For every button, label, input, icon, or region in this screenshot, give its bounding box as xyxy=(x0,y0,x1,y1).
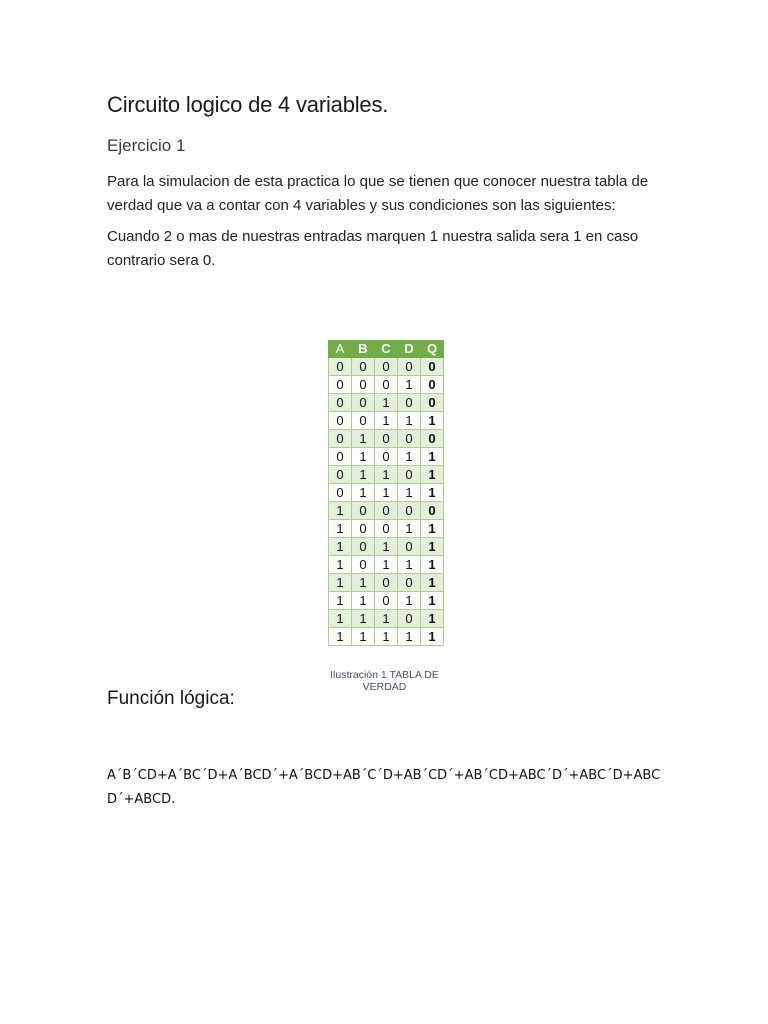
table-cell: 1 xyxy=(398,628,421,646)
table-row xyxy=(329,394,444,412)
table-cell: 0 xyxy=(352,556,375,574)
table-cell: 1 xyxy=(398,376,421,394)
section-title: Función lógica: xyxy=(107,688,235,709)
header-cell-d: D xyxy=(398,341,421,358)
table-cell: 1 xyxy=(352,466,375,484)
table-cell: 1 xyxy=(329,610,352,628)
table-cell: 0 xyxy=(398,538,421,556)
table-cell: 1 xyxy=(375,412,398,430)
table-cell: 1 xyxy=(375,538,398,556)
table-cell: 1 xyxy=(375,466,398,484)
table-row xyxy=(329,466,444,484)
truth-table-body xyxy=(329,358,444,646)
table-cell: 1 xyxy=(421,466,444,484)
table-cell: 0 xyxy=(398,394,421,412)
logic-formula: A´B´CD+A´BC´D+A´BCD´+A´BCD+AB´C´D+AB´CD´+AB´CD+ABC´D´+ABC´D+ABC D´+ABCD. xyxy=(107,768,661,807)
table-cell: 0 xyxy=(421,394,444,412)
table-cell: 1 xyxy=(329,556,352,574)
table-cell: 1 xyxy=(421,484,444,502)
table-cell: 1 xyxy=(329,502,352,520)
intro-paragraph: Para la simulacion de esta practica lo que se tienen que conocer nuestra tabla de verdad que va a contar con 4 variables y sus condiciones son las siguientes: xyxy=(107,173,649,214)
table-row xyxy=(329,628,444,646)
table-cell: 1 xyxy=(421,538,444,556)
table-cell: 0 xyxy=(329,376,352,394)
table-cell: 0 xyxy=(352,394,375,412)
condition-paragraph: Cuando 2 o mas de nuestras entradas marquen 1 nuestra salida sera 1 en caso contrario sera 0. xyxy=(107,228,639,269)
table-cell: 1 xyxy=(352,610,375,628)
table-cell: 0 xyxy=(329,394,352,412)
table-cell: 0 xyxy=(421,502,444,520)
table-cell: 1 xyxy=(375,394,398,412)
table-row xyxy=(329,556,444,574)
header-cell-b: B xyxy=(352,341,375,358)
table-cell: 1 xyxy=(421,556,444,574)
table-cell: 1 xyxy=(352,592,375,610)
table-cell: 0 xyxy=(421,430,444,448)
table-row xyxy=(329,520,444,538)
table-row xyxy=(329,592,444,610)
table-cell: 0 xyxy=(375,502,398,520)
table-cell: 1 xyxy=(352,484,375,502)
table-row xyxy=(329,358,444,376)
truth-table-header-row xyxy=(329,341,444,358)
table-cell: 0 xyxy=(398,502,421,520)
table-cell: 0 xyxy=(375,448,398,466)
header-cell-c: C xyxy=(375,341,398,358)
table-row xyxy=(329,574,444,592)
table-cell: 1 xyxy=(421,448,444,466)
table-cell: 1 xyxy=(375,610,398,628)
exercise-subtitle: Ejercicio 1 xyxy=(107,136,186,155)
table-cell: 0 xyxy=(329,448,352,466)
table-cell: 1 xyxy=(421,610,444,628)
table-cell: 1 xyxy=(398,520,421,538)
table-cell: 1 xyxy=(398,412,421,430)
table-cell: 1 xyxy=(352,628,375,646)
table-cell: 1 xyxy=(329,538,352,556)
table-cell: 0 xyxy=(398,358,421,376)
table-cell: 1 xyxy=(398,592,421,610)
table-cell: 0 xyxy=(352,376,375,394)
table-cell: 1 xyxy=(375,628,398,646)
header-cell-q: Q xyxy=(421,341,444,358)
table-cell: 0 xyxy=(398,466,421,484)
table-row xyxy=(329,448,444,466)
truth-table xyxy=(328,340,444,646)
table-cell: 1 xyxy=(352,574,375,592)
table-cell: 1 xyxy=(352,430,375,448)
table-cell: 0 xyxy=(352,538,375,556)
table-row xyxy=(329,376,444,394)
table-cell: 0 xyxy=(375,592,398,610)
table-cell: 0 xyxy=(329,430,352,448)
table-cell: 0 xyxy=(398,610,421,628)
table-cell: 1 xyxy=(421,628,444,646)
table-cell: 0 xyxy=(398,430,421,448)
table-cell: 1 xyxy=(421,574,444,592)
table-caption: Ilustración 1 TABLA DE VERDAD xyxy=(330,669,439,693)
table-cell: 1 xyxy=(352,448,375,466)
page-title: Circuito logico de 4 variables. xyxy=(107,92,389,117)
table-cell: 0 xyxy=(352,412,375,430)
table-cell: 1 xyxy=(398,448,421,466)
table-cell: 1 xyxy=(398,556,421,574)
table-cell: 1 xyxy=(398,484,421,502)
table-cell: 0 xyxy=(329,466,352,484)
table-cell: 0 xyxy=(352,358,375,376)
table-cell: 0 xyxy=(352,520,375,538)
table-cell: 0 xyxy=(375,430,398,448)
table-cell: 1 xyxy=(421,592,444,610)
table-cell: 0 xyxy=(352,502,375,520)
table-row xyxy=(329,538,444,556)
table-cell: 1 xyxy=(421,412,444,430)
table-cell: 1 xyxy=(329,628,352,646)
table-cell: 0 xyxy=(375,574,398,592)
table-cell: 1 xyxy=(375,556,398,574)
table-cell: 0 xyxy=(329,358,352,376)
table-cell: 1 xyxy=(329,592,352,610)
table-row xyxy=(329,412,444,430)
table-row xyxy=(329,610,444,628)
table-cell: 0 xyxy=(398,574,421,592)
table-row xyxy=(329,484,444,502)
table-cell: 0 xyxy=(329,412,352,430)
header-cell-a: A xyxy=(329,341,352,358)
table-cell: 0 xyxy=(375,520,398,538)
table-row xyxy=(329,502,444,520)
table-cell: 1 xyxy=(329,520,352,538)
table-cell: 1 xyxy=(375,484,398,502)
table-cell: 1 xyxy=(329,574,352,592)
table-row xyxy=(329,430,444,448)
table-cell: 0 xyxy=(329,484,352,502)
table-cell: 0 xyxy=(421,376,444,394)
table-cell: 0 xyxy=(375,358,398,376)
table-cell: 0 xyxy=(375,376,398,394)
table-cell: 1 xyxy=(421,520,444,538)
table-cell: 0 xyxy=(421,358,444,376)
